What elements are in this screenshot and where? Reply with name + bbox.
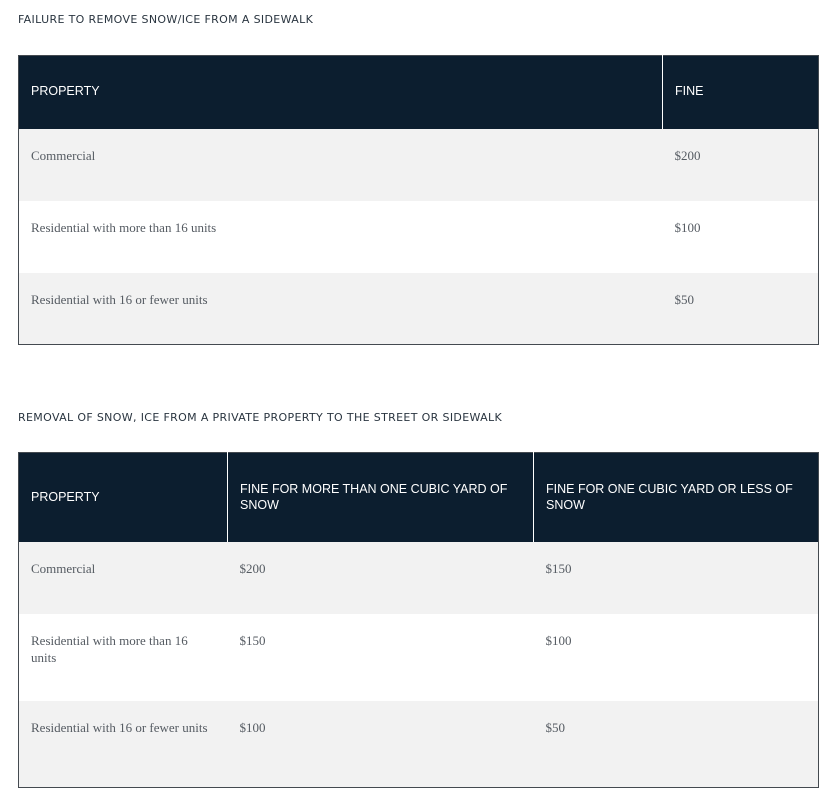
property-cell: Residential with 16 or fewer units bbox=[19, 701, 228, 788]
removal-fines-table bbox=[18, 452, 819, 788]
table-header-row bbox=[19, 453, 819, 542]
fine-more-cell: $150 bbox=[228, 614, 534, 701]
property-cell: Commercial bbox=[19, 542, 228, 614]
column-header-fine: FINE bbox=[663, 56, 819, 129]
fine-more-cell: $100 bbox=[228, 701, 534, 788]
fine-more-cell: $200 bbox=[228, 542, 534, 614]
fine-less-cell: $100 bbox=[534, 614, 819, 701]
table-row bbox=[19, 129, 819, 201]
table-header-row bbox=[19, 56, 819, 129]
property-cell: Residential with more than 16 units bbox=[19, 614, 228, 701]
property-cell: Residential with more than 16 units bbox=[19, 201, 663, 273]
sidewalk-fines-table bbox=[18, 55, 819, 345]
table-row bbox=[19, 542, 819, 614]
table-row bbox=[19, 701, 819, 788]
property-cell: Commercial bbox=[19, 129, 663, 201]
table-row bbox=[19, 273, 819, 345]
fine-less-cell: $150 bbox=[534, 542, 819, 614]
column-header-property: PROPERTY bbox=[19, 56, 663, 129]
fine-cell: $100 bbox=[663, 201, 819, 273]
section-title-removal-fines: REMOVAL OF SNOW, ICE FROM A PRIVATE PROPERTY TO THE STREET OR SIDEWALK bbox=[18, 411, 503, 424]
fine-less-cell: $50 bbox=[534, 701, 819, 788]
table-row bbox=[19, 614, 819, 701]
section-title-sidewalk-fines: FAILURE TO REMOVE SNOW/ICE FROM A SIDEWALK bbox=[18, 13, 314, 26]
table-row bbox=[19, 201, 819, 273]
column-header-property: PROPERTY bbox=[19, 453, 228, 542]
property-cell: Residential with 16 or fewer units bbox=[19, 273, 663, 345]
fine-cell: $50 bbox=[663, 273, 819, 345]
column-header-fine-more-than-one-yard: FINE FOR MORE THAN ONE CUBIC YARD OF SNOW bbox=[228, 453, 534, 542]
column-header-fine-one-yard-or-less: FINE FOR ONE CUBIC YARD OR LESS OF SNOW bbox=[534, 453, 819, 542]
fine-cell: $200 bbox=[663, 129, 819, 201]
